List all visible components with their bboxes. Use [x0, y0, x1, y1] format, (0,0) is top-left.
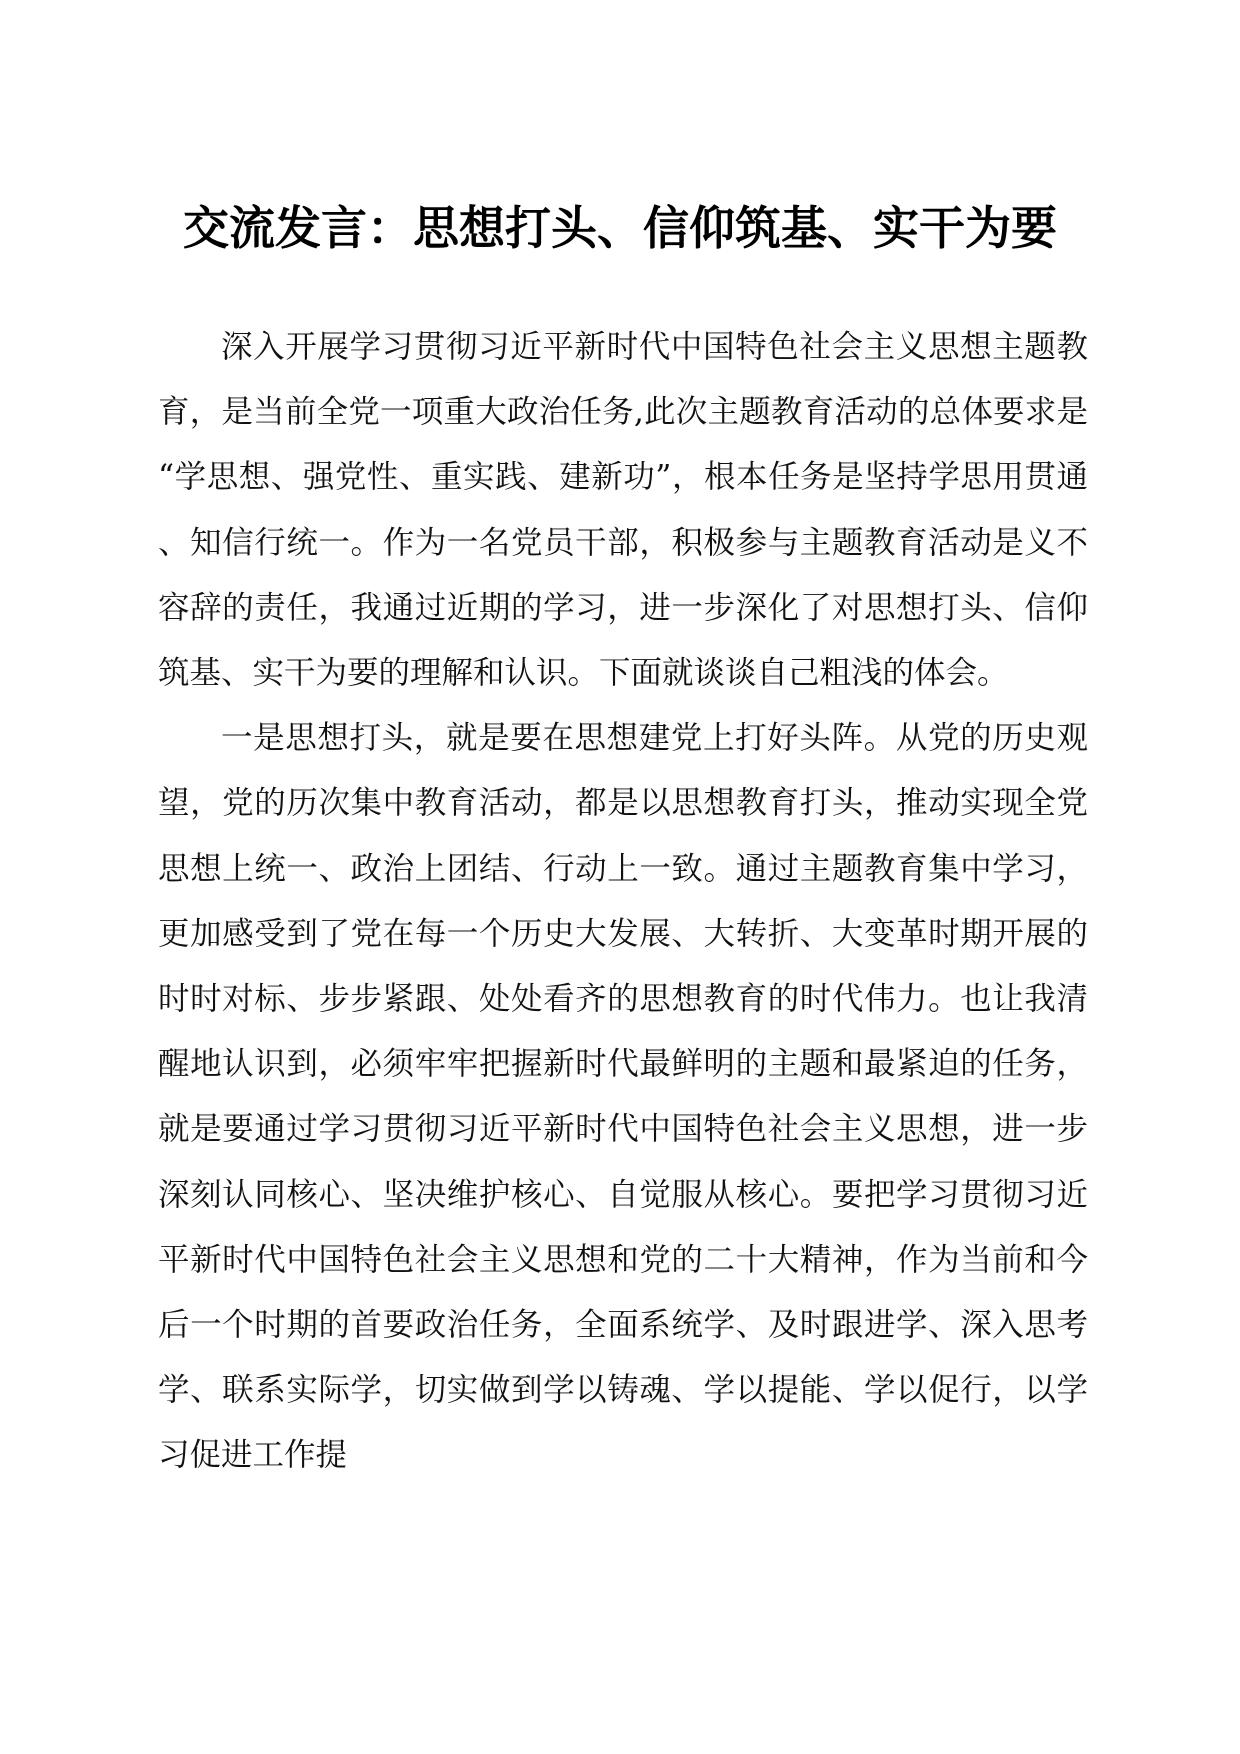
document-title: 交流发言：思想打头、信仰筑基、实干为要 — [183, 201, 1057, 255]
document-body — [158, 315, 1088, 1489]
paragraph-intro: 深入开展学习贯彻习近平新时代中国特色社会主义思想主题教育，是当前全党一项重大政治任务,此次主题教育活动的总体要求是“学思想、强党性、重实践、建新功”，根本任务是坚持学思用贯通、知信行统一。作为一名党员干部，积极参与主题教育活动是义不容辞的责任，我通过近期的学习，进一步深化了对思想打头、信仰筑基、实干为要的理解和认识。下面就谈谈自己粗浅的体会。 — [158, 329, 1088, 692]
paragraph-thought-first: 一是思想打头，就是要在思想建党上打好头阵。从党的历史观望，党的历次集中教育活动，都是以思想教育打头，推动实现全党思想上统一、政治上团结、行动上一致。通过主题教育集中学习，更加感受到了党在每一个历史大发展、大转折、大变革时期开展的时时对标、步步紧跟、处处看齐的思想教育的时代伟力。也让我清醒地认识到，必须牢牢把握新时代最鲜明的主题和最紧迫的任务，就是要通过学习贯彻习近平新时代中国特色社会主义思想，进一步深刻认同核心、坚决维护核心、自觉服从核心。要把学习贯彻习近平新时代中国特色社会主义思想和党的二十大精神，作为当前和今后一个时期的首要政治任务，全面系统学、及时跟进学、深入思考学、联系实际学，切实做到学以铸魂、学以提能、学以促行，以学习促进工作提 — [158, 720, 1088, 1474]
